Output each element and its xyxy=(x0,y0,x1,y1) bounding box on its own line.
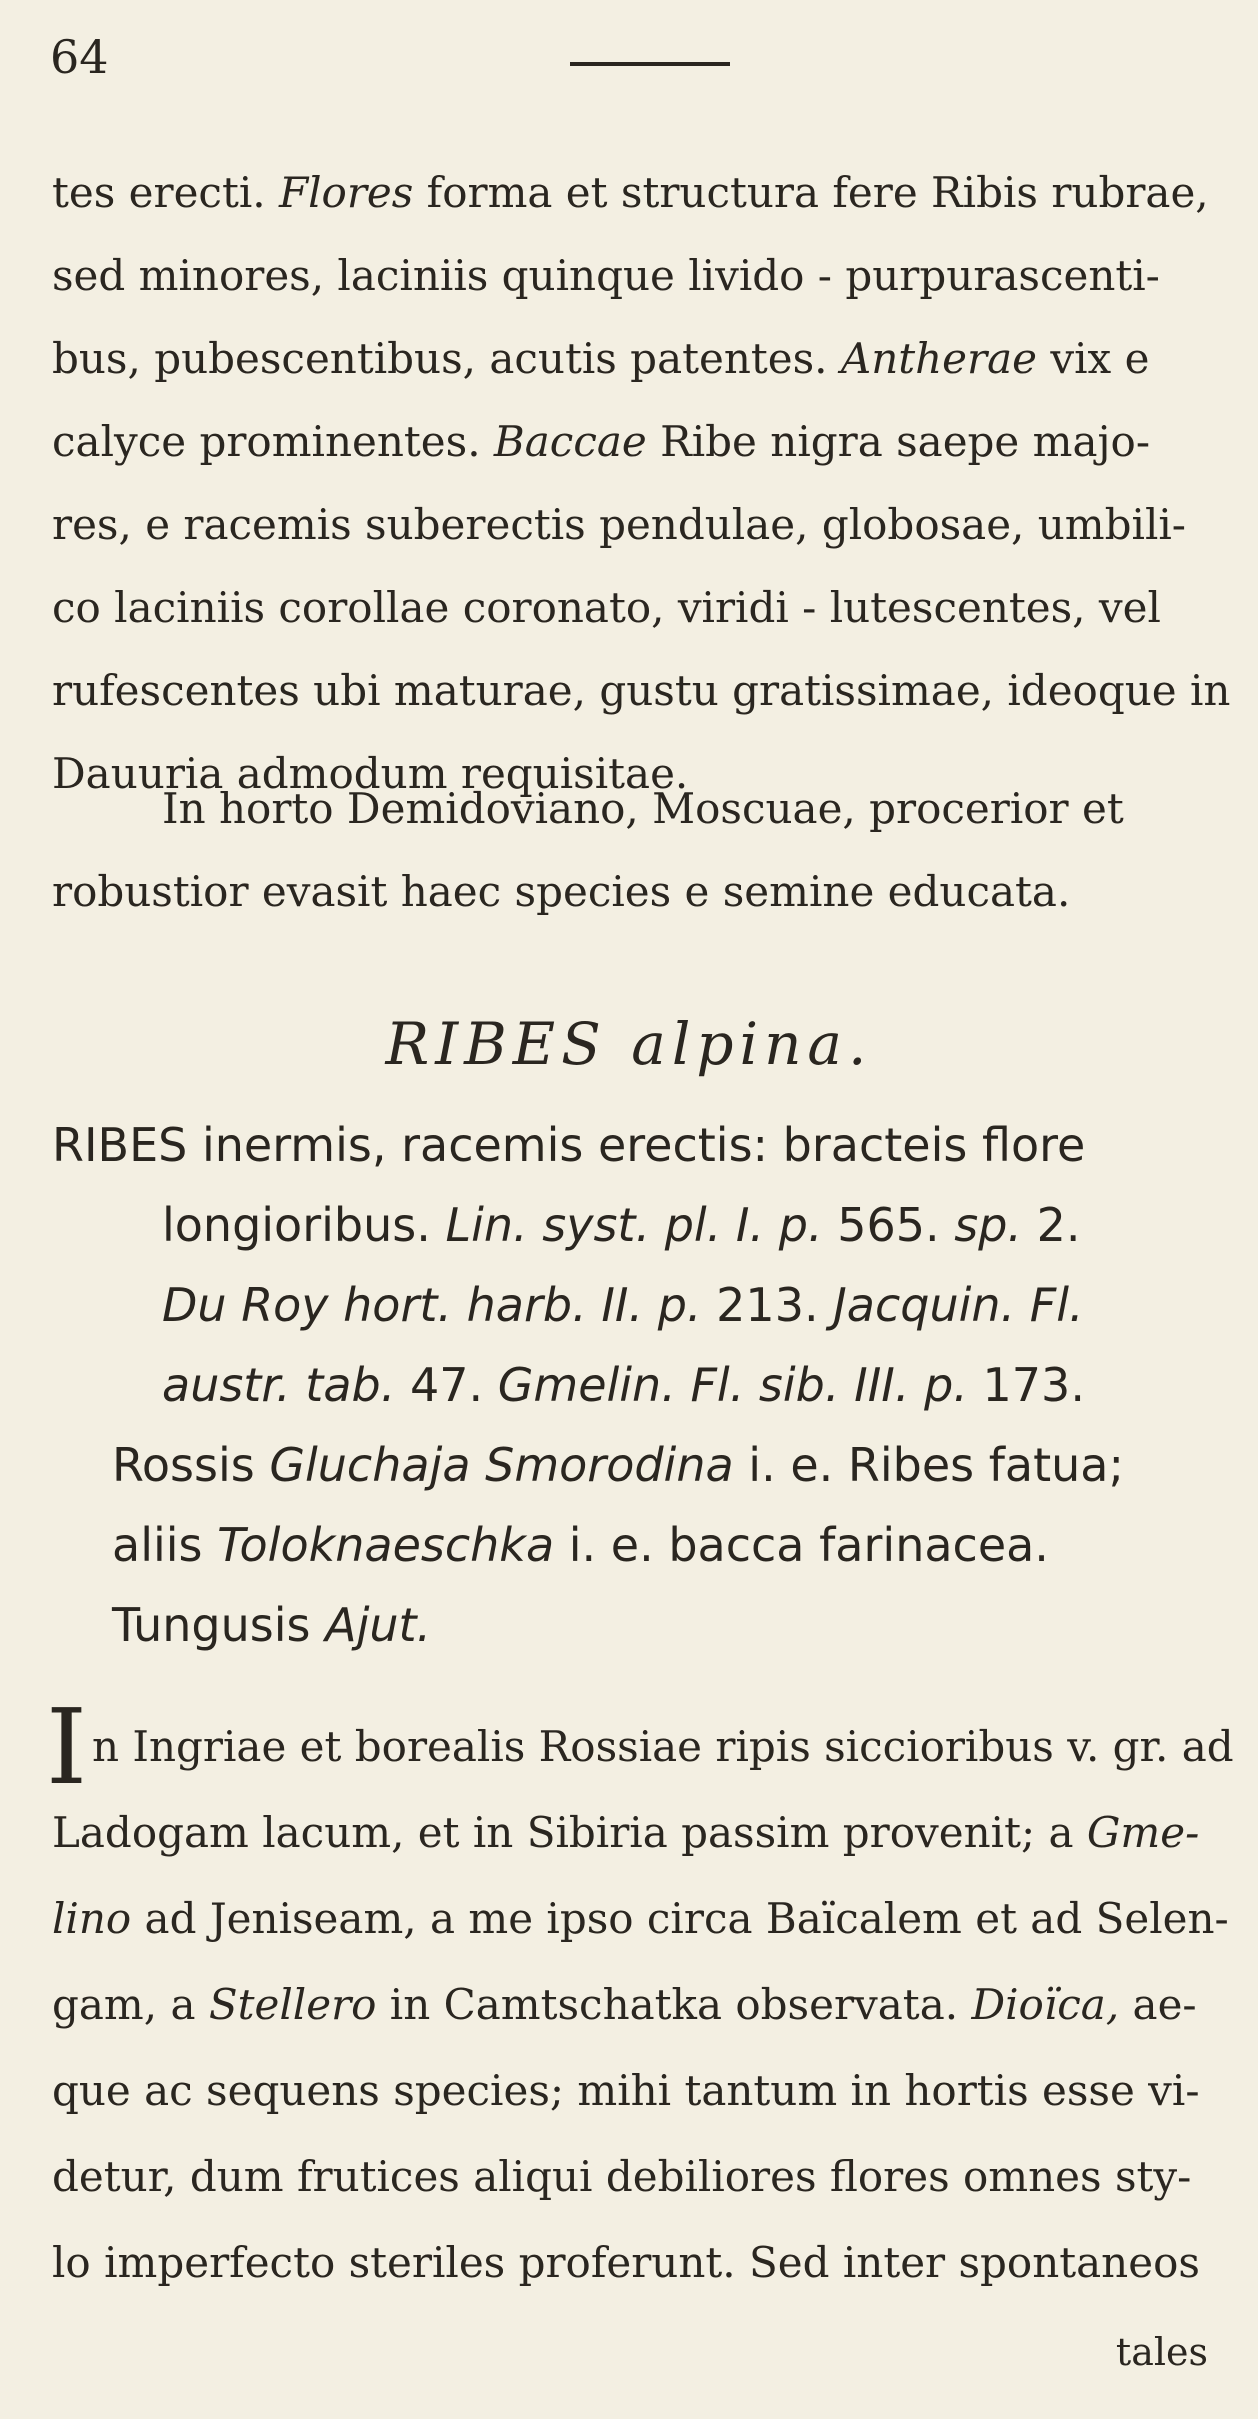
text-line: gam, a Stellero in Camtschatka observata. Dioïca, ae- xyxy=(52,1980,1197,2029)
text-line: co laciniis corollae coronato, viridi - lutescentes, vel xyxy=(52,583,1161,632)
text-line: que ac sequens species; mihi tantum in hortis esse vi- xyxy=(52,2066,1200,2115)
text-line: calyce prominentes. Baccae Ribe nigra saepe majo- xyxy=(52,417,1151,466)
page-number: 64 xyxy=(50,30,109,84)
text-line: n Ingriae et borealis Rossiae ripis siccioribus v. gr. ad xyxy=(92,1722,1234,1771)
text-line: robustior evasit haec species e semine educata. xyxy=(52,867,1071,916)
text-line: Dauuria admodum requisitae. xyxy=(52,749,689,798)
text-line: Ladogam lacum, et in Sibiria passim provenit; a Gme- xyxy=(52,1808,1200,1857)
page-header xyxy=(50,30,1208,100)
synonymy-line: Rossis Gluchaja Smorodina i. e. Ribes fatua; xyxy=(112,1438,1124,1492)
synonymy-line: austr. tab. 47. Gmelin. Fl. sib. III. p. 173. xyxy=(162,1358,1085,1412)
header-rule xyxy=(570,62,730,66)
text-line: tes erecti. Flores forma et structura fere Ribis rubrae, xyxy=(52,168,1209,217)
text-line: lo imperfecto steriles proferunt. Sed inter spontaneos xyxy=(52,2238,1200,2287)
drop-cap: I xyxy=(46,1686,88,1808)
synonymy-line: longioribus. Lin. syst. pl. I. p. 565. sp. 2. xyxy=(162,1198,1081,1252)
text-line: res, e racemis suberectis pendulae, globosae, umbili- xyxy=(52,500,1186,549)
synonymy-line: Tungusis Ajut. xyxy=(112,1598,432,1652)
catchword: tales xyxy=(1115,2330,1208,2374)
text-line: In horto Demidoviano, Moscuae, procerior et xyxy=(162,784,1124,833)
text-line: lino ad Jeniseam, a me ipso circa Baïcalem et ad Selen- xyxy=(52,1894,1229,1943)
text-line: rufescentes ubi maturae, gustu gratissimae, ideoque in xyxy=(52,666,1231,715)
text-line: bus, pubescentibus, acutis patentes. Antherae vix e xyxy=(52,334,1150,383)
synonymy-line: RIBES inermis, racemis erectis: bracteis flore xyxy=(52,1118,1086,1172)
species-title: RIBES alpina. xyxy=(385,1010,873,1078)
synonymy-line: aliis Toloknaeschka i. e. bacca farinacea. xyxy=(112,1518,1049,1572)
text-line: sed minores, laciniis quinque livido - purpurascenti- xyxy=(52,251,1160,300)
text-line: detur, dum frutices aliqui debiliores flores omnes sty- xyxy=(52,2152,1192,2201)
synonymy-line: Du Roy hort. harb. II. p. 213. Jacquin. Fl. xyxy=(162,1278,1084,1332)
